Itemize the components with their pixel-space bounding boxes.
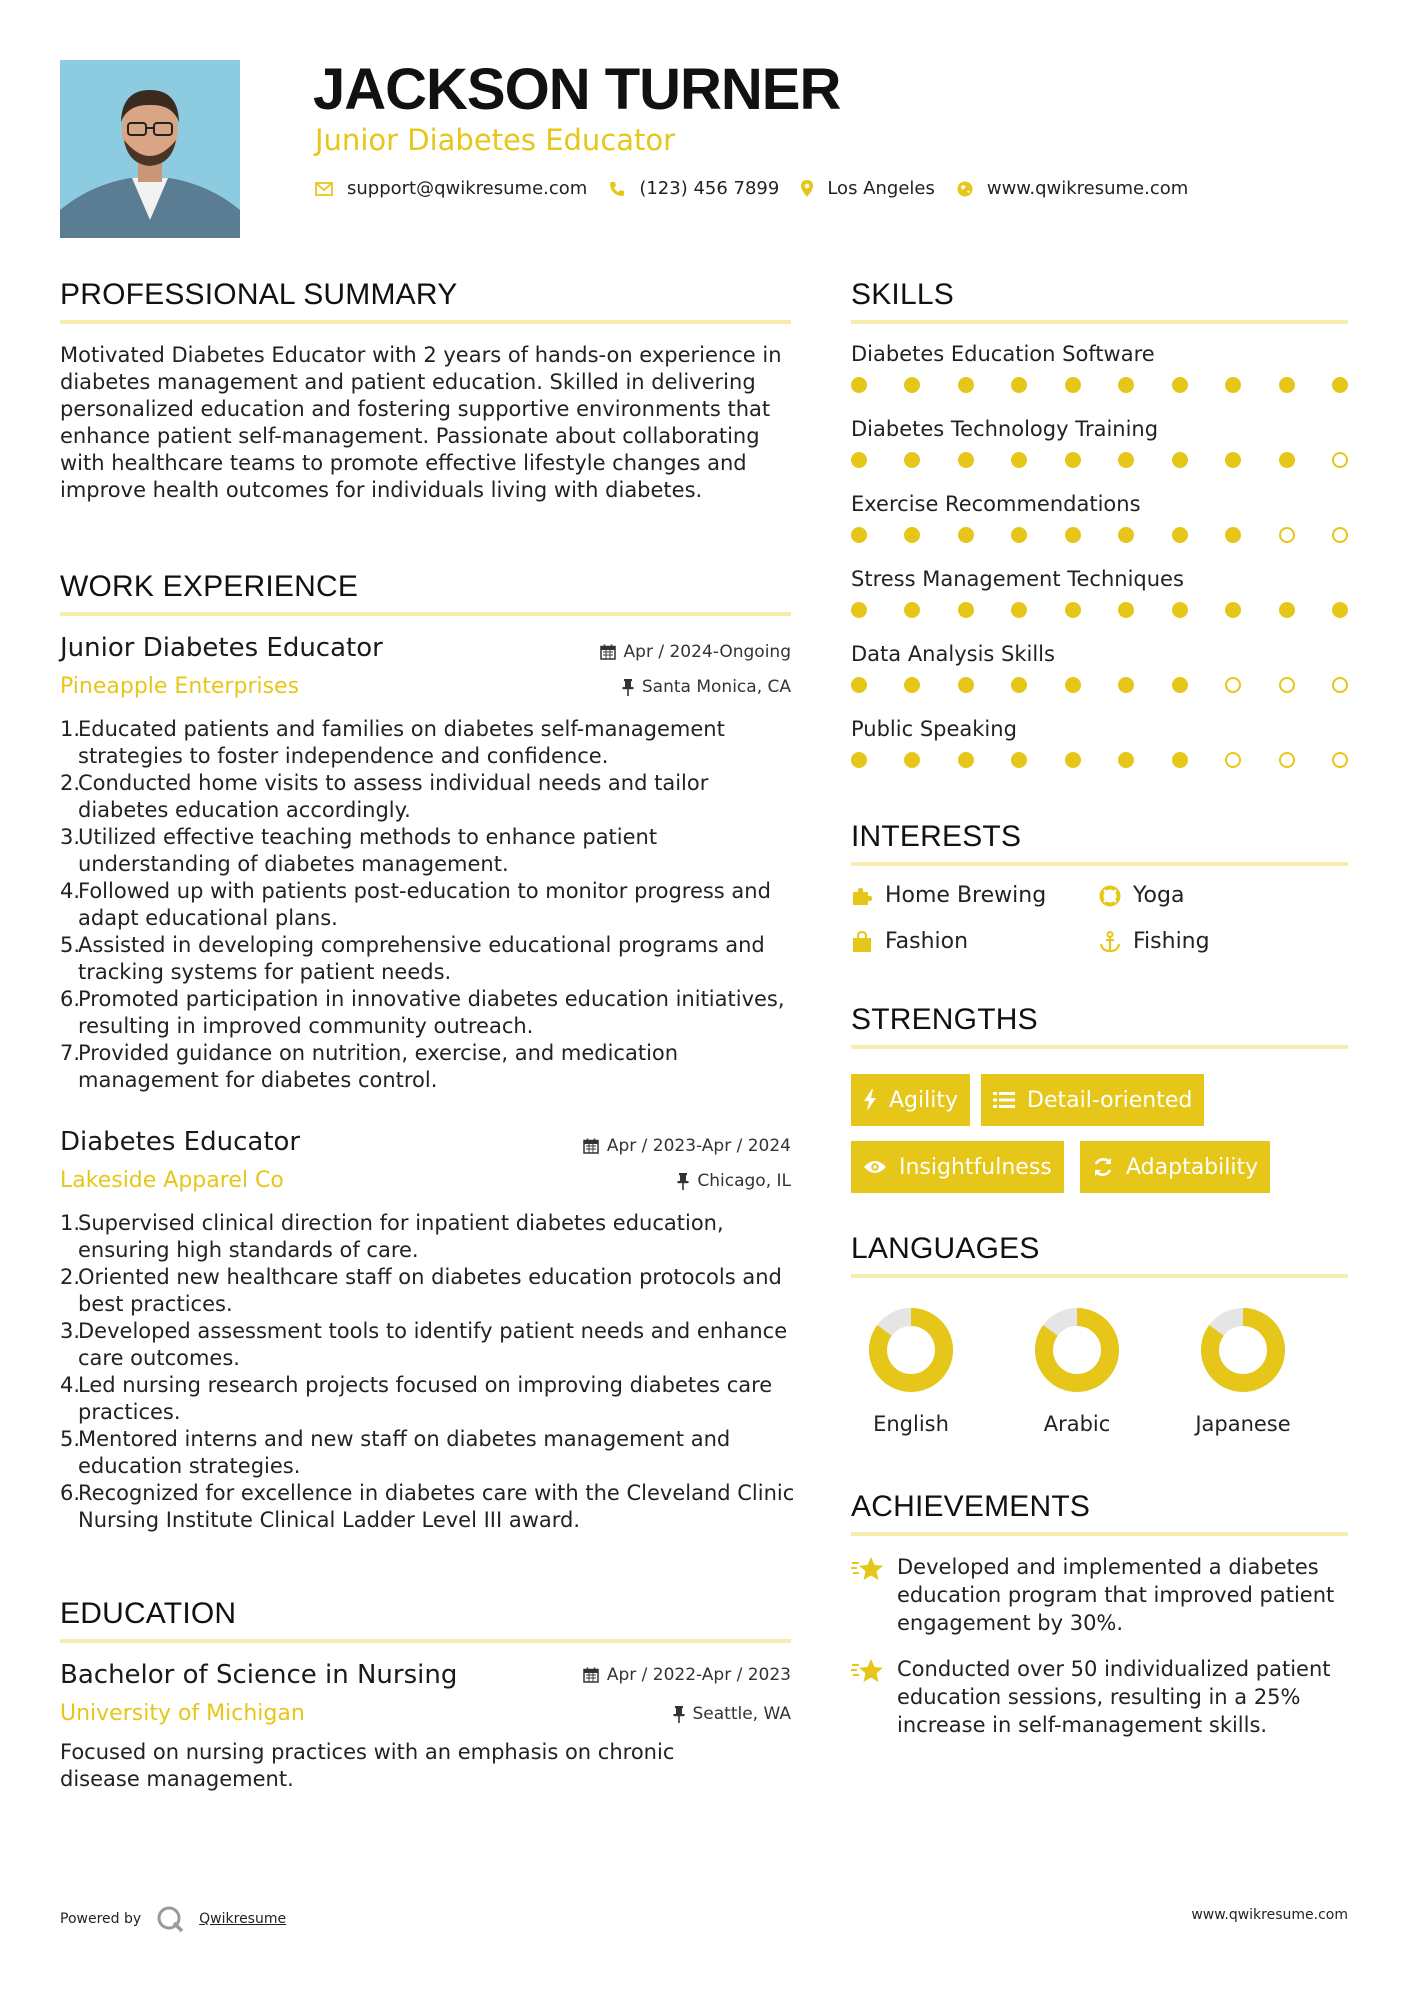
- education-dates-text: Apr / 2022-Apr / 2023: [606, 1665, 791, 1685]
- rating-dot-filled: [1279, 452, 1295, 468]
- skills-heading: SKILLS: [851, 278, 954, 311]
- job-company: Pineapple Enterprises: [60, 674, 300, 699]
- skill-name: Diabetes Education Software: [851, 342, 1155, 366]
- calendar-icon: [600, 644, 616, 660]
- contact-location: [801, 178, 935, 199]
- rating-dot-empty: [1332, 527, 1348, 543]
- job-title: Junior Diabetes Educator: [60, 633, 383, 663]
- rating-dot-filled: [904, 752, 920, 768]
- education-divider: [60, 1639, 791, 1643]
- rating-dot-filled: [1065, 677, 1081, 693]
- rating-dot-filled: [1065, 452, 1081, 468]
- job-dates: [480, 1136, 791, 1156]
- rating-dot-filled: [1011, 377, 1027, 393]
- experience-divider: [60, 612, 791, 616]
- job-location: [480, 677, 791, 697]
- language-ring: [1173, 1304, 1313, 1396]
- contact-website[interactable]: [957, 178, 1188, 199]
- language-name: Arabic: [1043, 1412, 1111, 1436]
- rating-dot-filled: [958, 452, 974, 468]
- education-location-text: Seattle, WA: [692, 1704, 791, 1724]
- refresh-icon: [1092, 1156, 1114, 1178]
- job-dates: [480, 642, 791, 662]
- email-text: support@qwikresume.com: [347, 178, 588, 199]
- languages-divider: [851, 1274, 1348, 1278]
- strength-chip: Detail-oriented: [981, 1074, 1204, 1126]
- rating-dot-filled: [851, 752, 867, 768]
- languages-list: [841, 1304, 1341, 1454]
- achievement-text: Developed and implemented a diabetes education program that improved patient engagement by 30%.: [897, 1555, 1335, 1635]
- footer-website[interactable]: www.qwikresume.com: [1191, 1907, 1348, 1923]
- rating-dot-filled: [1172, 527, 1188, 543]
- rating-dot-empty: [1225, 752, 1241, 768]
- skill-name: Exercise Recommendations: [851, 492, 1141, 516]
- rating-dot-empty: [1279, 677, 1295, 693]
- strength-chip: Agility: [851, 1074, 970, 1126]
- rating-dot-empty: [1279, 527, 1295, 543]
- rating-dot-filled: [1279, 602, 1295, 618]
- list-item: 2. Oriented new healthcare staff on diabetes education protocols and best practices.: [60, 1265, 782, 1316]
- job-title: Diabetes Educator: [60, 1127, 301, 1157]
- rating-dot-filled: [1172, 452, 1188, 468]
- skill-row: [851, 342, 1348, 393]
- rating-dot-filled: [1225, 527, 1241, 543]
- skill-row: [851, 417, 1348, 468]
- rating-dot-filled: [1118, 452, 1134, 468]
- list-item: 5. Mentored interns and new staff on diabetes management and education strategies.: [60, 1427, 731, 1478]
- location-text: Los Angeles: [827, 178, 935, 199]
- calendar-icon: [583, 1138, 599, 1154]
- phone-icon: [609, 181, 625, 197]
- map-marker-icon: [801, 180, 813, 197]
- rating-dot-filled: [904, 377, 920, 393]
- rating-dot-filled: [1118, 527, 1134, 543]
- rating-dot-filled: [1332, 377, 1348, 393]
- rating-dot-filled: [1011, 677, 1027, 693]
- list-item: 2. Conducted home visits to assess individual needs and tailor diabetes education accordingly.: [60, 771, 709, 822]
- strength-chip: Insightfulness: [851, 1141, 1064, 1193]
- candidate-name: JACKSON TURNER: [313, 57, 841, 122]
- rating-dot-filled: [851, 377, 867, 393]
- skill-name: Data Analysis Skills: [851, 642, 1055, 666]
- bolt-icon: [863, 1089, 877, 1111]
- skill-row: [851, 492, 1348, 543]
- language-name: English: [873, 1412, 949, 1436]
- interest-item: Fishing: [1099, 929, 1210, 954]
- powered-by-label: Powered by: [60, 1911, 142, 1927]
- list-item: 7. Provided guidance on nutrition, exercise, and medication management for diabetes control.: [60, 1041, 679, 1092]
- strengths-divider: [851, 1045, 1348, 1049]
- interests-heading: INTERESTS: [851, 820, 1022, 853]
- rating-dot-filled: [1011, 452, 1027, 468]
- education-heading: EDUCATION: [60, 1597, 237, 1630]
- summary-text: Motivated Diabetes Educator with 2 years of hands-on experience in diabetes management and patient education. Skilled in delivering personalized education and fostering supportive environments that enhance patient self-management. Passionate about collaborating with healthcare teams to promote effective lifestyle changes and improve health outcomes for individuals living with diabetes.: [60, 343, 782, 502]
- skill-rating: [851, 527, 1348, 543]
- skill-rating: [851, 602, 1348, 618]
- rating-dot-filled: [1118, 602, 1134, 618]
- rating-dot-filled: [1065, 377, 1081, 393]
- rating-dot-empty: [1332, 752, 1348, 768]
- phone-text: (123) 456 7899: [639, 178, 780, 199]
- candidate-title: Junior Diabetes Educator: [315, 123, 676, 157]
- footer-powered: [60, 1904, 286, 1934]
- achievements-heading: ACHIEVEMENTS: [851, 1490, 1091, 1523]
- strengths-heading: STRENGTHS: [851, 1003, 1038, 1036]
- rating-dot-filled: [1172, 677, 1188, 693]
- rating-dot-filled: [904, 677, 920, 693]
- envelope-icon: [315, 182, 333, 196]
- skill-row: [851, 642, 1348, 693]
- degree-title: Bachelor of Science in Nursing: [60, 1660, 458, 1690]
- skill-rating: [851, 377, 1348, 393]
- pushpin-icon: [622, 679, 634, 696]
- pushpin-icon: [677, 1173, 689, 1190]
- skills-divider: [851, 320, 1348, 324]
- achievement-text: Conducted over 50 individualized patient education sessions, resulting in a 25% increase in self-management skills.: [897, 1657, 1331, 1737]
- list-item: 1. Supervised clinical direction for inpatient diabetes education, ensuring high standards of care.: [60, 1211, 724, 1262]
- rating-dot-filled: [958, 527, 974, 543]
- education-dates: [480, 1665, 791, 1685]
- rating-dot-filled: [1065, 602, 1081, 618]
- pushpin-icon: [673, 1706, 685, 1723]
- job-location: [480, 1171, 791, 1191]
- job-location-text: Santa Monica, CA: [641, 677, 791, 697]
- list-item: 3. Developed assessment tools to identify patient needs and enhance care outcomes.: [60, 1319, 788, 1370]
- rating-dot-filled: [1172, 752, 1188, 768]
- anchor-icon: [1099, 931, 1121, 953]
- rating-dot-filled: [1225, 452, 1241, 468]
- skill-name: Stress Management Techniques: [851, 567, 1184, 591]
- skill-name: Public Speaking: [851, 717, 1017, 741]
- skill-rating: [851, 452, 1348, 468]
- list-item: 4. Followed up with patients post-education to monitor progress and adapt educational plans.: [60, 879, 771, 930]
- rating-dot-empty: [1279, 752, 1295, 768]
- skill-rating: [851, 752, 1348, 768]
- rating-dot-filled: [904, 602, 920, 618]
- achievement-item: [851, 1553, 1337, 1637]
- rating-dot-filled: [1225, 602, 1241, 618]
- interest-item: Home Brewing: [851, 883, 1046, 908]
- rating-dot-filled: [1279, 377, 1295, 393]
- rating-dot-filled: [851, 677, 867, 693]
- languages-heading: LANGUAGES: [851, 1232, 1040, 1265]
- job-company: Lakeside Apparel Co: [60, 1168, 284, 1193]
- skill-row: [851, 567, 1348, 618]
- contact-bar: [315, 178, 1210, 199]
- rating-dot-filled: [958, 377, 974, 393]
- rating-dot-filled: [1118, 377, 1134, 393]
- list-item: 6. Promoted participation in innovative diabetes education initiatives, resulting in improved community outreach.: [60, 987, 785, 1038]
- globe-icon: [957, 181, 973, 197]
- rating-dot-filled: [1118, 752, 1134, 768]
- language-item: [841, 1304, 981, 1436]
- lifebuoy-icon: [1099, 885, 1121, 907]
- skill-row: [851, 717, 1348, 768]
- skill-rating: [851, 677, 1348, 693]
- job-bullets: [60, 716, 800, 1094]
- list-icon: [993, 1091, 1015, 1109]
- language-ring: [841, 1304, 981, 1396]
- job-location-text: Chicago, IL: [697, 1171, 791, 1191]
- interest-item: Yoga: [1099, 883, 1184, 908]
- qwikresume-logo-icon: [155, 1904, 185, 1934]
- skill-name: Diabetes Technology Training: [851, 417, 1159, 441]
- list-item: 1. Educated patients and families on diabetes self-management strategies to foster independence and confidence.: [60, 717, 725, 768]
- eye-icon: [863, 1159, 887, 1175]
- list-item: 4. Led nursing research projects focused on improving diabetes care practices.: [60, 1373, 773, 1424]
- rating-dot-filled: [1172, 377, 1188, 393]
- job-dates-text: Apr / 2024-Ongoing: [623, 642, 791, 662]
- strength-chip: Adaptability: [1080, 1141, 1270, 1193]
- interest-item: Fashion: [851, 929, 968, 954]
- job-bullets: [60, 1210, 800, 1534]
- summary-divider: [60, 320, 791, 324]
- language-item: [1007, 1304, 1147, 1436]
- achievement-item: [851, 1655, 1337, 1739]
- list-item: 3. Utilized effective teaching methods to enhance patient understanding of diabetes management.: [60, 825, 658, 876]
- education-description: Focused on nursing practices with an emphasis on chronic disease management.: [60, 1740, 675, 1791]
- rating-dot-filled: [1011, 527, 1027, 543]
- rating-dot-filled: [851, 527, 867, 543]
- shopping-bag-icon: [851, 931, 873, 953]
- rating-dot-filled: [904, 452, 920, 468]
- rating-dot-filled: [904, 527, 920, 543]
- website-text: www.qwikresume.com: [986, 178, 1189, 199]
- rating-dot-filled: [1065, 527, 1081, 543]
- puzzle-icon: [851, 886, 873, 906]
- rating-dot-filled: [851, 452, 867, 468]
- rating-dot-filled: [958, 677, 974, 693]
- rating-dot-filled: [1332, 602, 1348, 618]
- school-name: University of Michigan: [60, 1701, 305, 1726]
- rating-dot-filled: [1065, 752, 1081, 768]
- rating-dot-empty: [1332, 677, 1348, 693]
- summary-heading: PROFESSIONAL SUMMARY: [60, 278, 458, 311]
- interests-divider: [851, 862, 1348, 866]
- rating-dot-filled: [1172, 602, 1188, 618]
- profile-photo: [60, 60, 240, 238]
- achievements-divider: [851, 1532, 1348, 1536]
- rating-dot-filled: [1011, 752, 1027, 768]
- education-location: [480, 1704, 791, 1724]
- rating-dot-filled: [1118, 677, 1134, 693]
- rating-dot-filled: [1225, 377, 1241, 393]
- calendar-icon: [583, 1667, 599, 1683]
- contact-email[interactable]: [315, 178, 587, 199]
- job-dates-text: Apr / 2023-Apr / 2024: [606, 1136, 791, 1156]
- list-item: 5. Assisted in developing comprehensive educational programs and tracking systems for patient needs.: [60, 933, 765, 984]
- experience-heading: WORK EXPERIENCE: [60, 570, 359, 603]
- rating-dot-empty: [1225, 677, 1241, 693]
- rating-dot-filled: [958, 602, 974, 618]
- rating-dot-filled: [1011, 602, 1027, 618]
- language-ring: [1007, 1304, 1147, 1396]
- brand-link[interactable]: Qwikresume: [199, 1911, 287, 1927]
- rating-dot-empty: [1332, 452, 1348, 468]
- language-name: Japanese: [1195, 1412, 1291, 1436]
- rating-dot-filled: [851, 602, 867, 618]
- language-item: [1173, 1304, 1313, 1436]
- list-item: 6. Recognized for excellence in diabetes care with the Cleveland Clinic Nursing Institute Clinical Ladder Level III award.: [60, 1481, 795, 1532]
- contact-phone[interactable]: [609, 178, 779, 199]
- rating-dot-filled: [958, 752, 974, 768]
- star-icon: [851, 1555, 885, 1583]
- star-icon: [851, 1657, 885, 1685]
